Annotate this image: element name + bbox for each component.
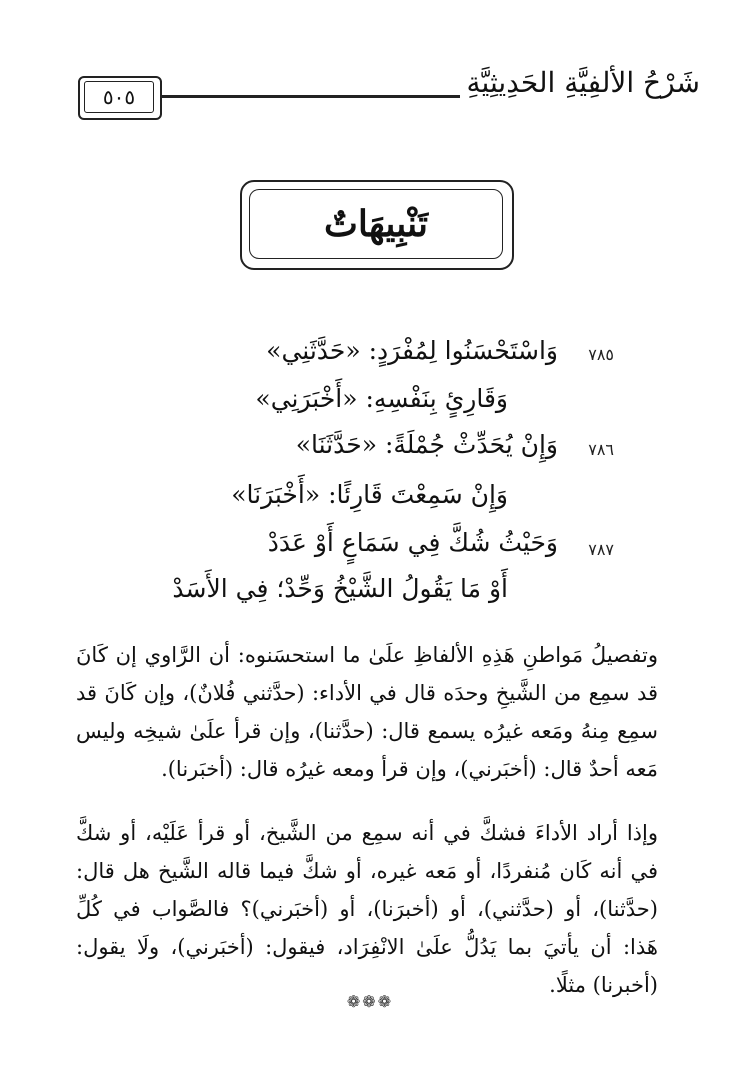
verse-number: ٧٨٧ bbox=[588, 540, 614, 559]
verse-number: ٧٨٥ bbox=[588, 345, 614, 364]
verse-line: وَإِنْ يُحَدِّثْ جُمْلَةً: «حَدَّثَنَا» bbox=[295, 430, 558, 459]
section-title: تَنْبِيهَاتٌ bbox=[249, 189, 503, 259]
verse-line: وَقَارِئٍ بِنَفْسِهِ: «أَخْبَرَنِي» bbox=[255, 384, 508, 413]
running-title: شَرْحُ الألفِيَّةِ الحَدِيثِيَّةِ bbox=[466, 66, 700, 99]
verse-line: وَإِنْ سَمِعْتَ قَارِئًا: «أَخْبَرَنَا» bbox=[231, 480, 508, 509]
end-ornament: ❁❁❁ bbox=[346, 992, 394, 1011]
header-rule bbox=[160, 95, 460, 98]
page-number: ٥٠٥ bbox=[84, 81, 154, 113]
verse-number: ٧٨٦ bbox=[588, 440, 614, 459]
page-header bbox=[0, 0, 736, 130]
verse-line: وَحَيْثُ شُكَّ فِي سَمَاعٍ أَوْ عَدَدْ bbox=[267, 528, 558, 557]
verse-line: أَوْ مَا يَقُولُ الشَّيْخُ وَحِّدْ؛ فِي الأَسَدْ bbox=[172, 574, 508, 603]
verse-line: وَاسْتَحْسَنُوا لِمُفْرَدٍ: «حَدَّثَنِي» bbox=[266, 336, 558, 365]
commentary-paragraph: وإذا أراد الأداءَ فشكَّ في أنه سمِع من الشَّيخ، أو قرأ عَلَيْه، أو شكَّ في أنه كَان مُنفردًا، أو مَعه غيره، أو شكَّ فيما قاله الشَّيخ هل قال: (حدَّثنا)، أو (حدَّثني)، أو (أخبرَنا)، أو (أخبَرني)؟ فالصَّواب في كُلِّ هَذا: أن يأتيَ بما يَدُلُّ علَىٰ الانْفِرَاد، فيقول: (أخبَرني)، ولَا يقول: (أخبرنا) مثلًا. bbox=[76, 821, 658, 997]
commentary-paragraph: وتفصيلُ مَواطنِ هَذِهِ الألفاظِ علَىٰ ما استحسَنوه: أن الرَّاوي إن كَانَ قد سمِع من الشَّيخِ وحدَه قال في الأداء: (حدَّثني فُلانٌ)، وإن كَانَ قد سمِع مِنهُ ومَعه غيرُه يسمع قال: (حدَّثنا)، وإن قرأ علَىٰ شيخِه وليس مَعه أحدٌ قال: (أخبَرني)، وإن قرأ ومعه غيرُه قال: (أخبَرنا). bbox=[76, 643, 658, 781]
